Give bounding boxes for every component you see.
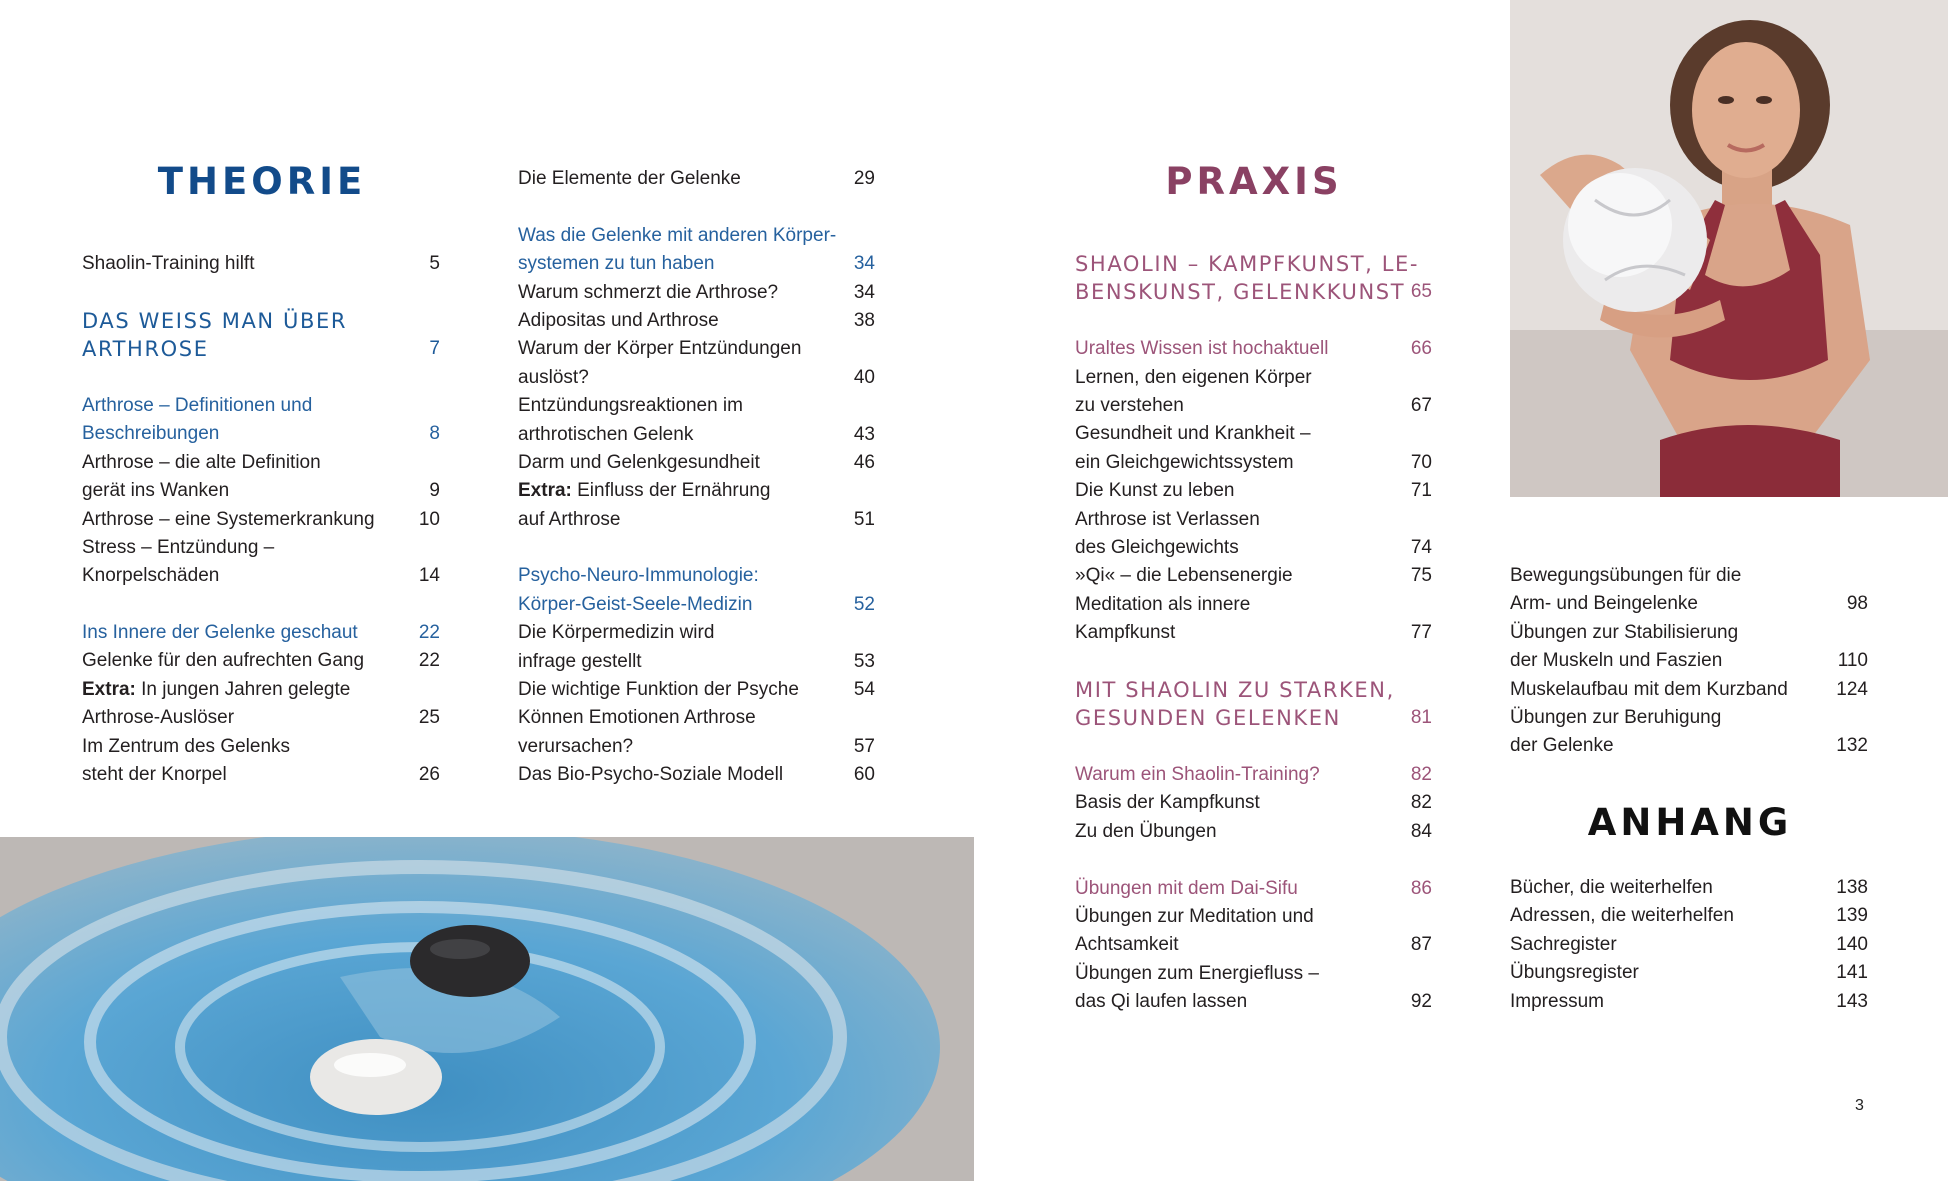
toc-entry-title: MIT SHAOLIN ZU STARKEN, [1075, 677, 1395, 702]
toc-entry-title: Die Elemente der Gelenke [518, 168, 741, 189]
toc-entry-bold-prefix: Extra: [82, 678, 136, 700]
toc-page-number: 77 [1410, 622, 1432, 644]
toc-entry[interactable] [1075, 789, 1432, 817]
toc-entry-title: systemen zu tun haben [518, 253, 715, 275]
toc-entry-title: Adressen, die weiterhelfen [1510, 905, 1734, 927]
toc-entry-title: Zu den Übungen [1075, 820, 1217, 842]
toc-spacer [518, 534, 875, 562]
toc-entry-title: ein Gleichgewichtssystem [1075, 451, 1294, 473]
toc-entry[interactable] [518, 364, 875, 392]
toc-page-number: 92 [1410, 991, 1432, 1013]
toc-entry[interactable] [82, 534, 440, 562]
toc-entry-title: Ins Innere der Gelenke geschaut [82, 622, 358, 644]
toc-section-title[interactable] [82, 335, 440, 363]
toc-entry[interactable] [518, 279, 875, 307]
toc-entry-title: des Gleichgewichts [1075, 536, 1239, 558]
toc-entry[interactable] [1075, 818, 1432, 846]
toc-entry-title: Die Körpermedizin wird [518, 622, 715, 644]
praxis-column-1 [1075, 250, 1432, 1017]
toc-entry-title: Shaolin-Training hilft [82, 253, 255, 274]
toc-entry[interactable] [1075, 619, 1432, 647]
toc-page-number: 124 [1836, 678, 1868, 700]
toc-entry-title: Psycho-Neuro-Immunologie: [518, 565, 759, 587]
toc-page-number: 53 [853, 650, 875, 672]
toc-entry[interactable] [518, 477, 875, 505]
toc-page-number: 25 [418, 707, 440, 729]
toc-entry[interactable] [82, 562, 440, 590]
toc-entry[interactable] [1510, 988, 1868, 1016]
toc-entry-title: Adipositas und Arthrose [518, 309, 719, 331]
toc-entry-title: das Qi laufen lassen [1075, 991, 1248, 1013]
toc-page-number: 70 [1410, 451, 1432, 473]
toc-entry-title: GESUNDEN GELENKEN [1075, 706, 1341, 731]
toc-page-number: 65 [1410, 281, 1432, 303]
toc-entry-title: Arthrose – die alte Definition [82, 451, 321, 473]
toc-entry-title: Körper-Geist-Seele-Medizin [518, 593, 753, 615]
toc-entry[interactable] [82, 733, 440, 761]
toc-entry-title: Können Emotionen Arthrose [518, 707, 756, 729]
toc-entry[interactable] [518, 307, 875, 335]
toc-entry[interactable] [82, 704, 440, 732]
toc-page-number: 132 [1836, 735, 1868, 757]
toc-page-number: 66 [1410, 338, 1432, 360]
toc-spacer [1075, 733, 1432, 761]
toc-entry-title: »Qi« – die Lebensenergie [1075, 565, 1293, 587]
toc-spacer [1075, 647, 1432, 675]
toc-entry[interactable] [1075, 903, 1432, 931]
page-number: 3 [1855, 1097, 1864, 1114]
toc-entry[interactable] [518, 761, 875, 789]
toc-entry-title: der Muskeln und Faszien [1510, 650, 1723, 672]
toc-entry[interactable] [82, 647, 440, 675]
toc-section-title[interactable] [1075, 704, 1432, 732]
toc-entry[interactable] [82, 506, 440, 534]
woman-with-ball-photo [1510, 0, 1948, 497]
toc-entry-title: Arthrose-Auslöser [82, 707, 235, 729]
toc-entry[interactable] [82, 449, 440, 477]
toc-page-number: 140 [1836, 933, 1868, 955]
toc-entry-title: Arthrose – eine Systemerkrankung [82, 508, 375, 530]
toc-section-title[interactable] [1075, 250, 1432, 278]
toc-page-number: 81 [1410, 707, 1432, 729]
toc-entry-title: Übungen zur Meditation und [1075, 905, 1314, 927]
toc-entry-title: gerät ins Wanken [82, 480, 230, 502]
toc-entry[interactable] [1510, 704, 1868, 732]
toc-page-number: 84 [1410, 820, 1432, 842]
toc-chapter-entry[interactable] [518, 591, 875, 619]
toc-entry-bold-prefix: Extra: [518, 480, 572, 502]
toc-entry[interactable] [1510, 732, 1868, 760]
toc-entry-title [82, 676, 350, 704]
toc-page-number: 54 [853, 679, 875, 701]
toc-entry-title: Beschreibungen [82, 423, 220, 445]
toc-entry[interactable] [1075, 392, 1432, 420]
toc-entry-title: auslöst? [518, 366, 589, 388]
theorie-column-1 [82, 250, 440, 789]
toc-entry-title: ARTHROSE [82, 337, 209, 362]
toc-chapter-entry[interactable] [518, 250, 875, 278]
toc-entry-title: der Gelenke [1510, 735, 1614, 757]
toc-page-number: 26 [418, 764, 440, 786]
toc-page-number: 138 [1836, 877, 1868, 898]
toc-page-number: 22 [418, 622, 440, 644]
toc-page-number: 110 [1837, 650, 1868, 672]
praxis-heading: PRAXIS [1165, 160, 1343, 203]
toc-page-number: 87 [1410, 934, 1432, 956]
toc-page-number: 98 [1846, 593, 1868, 615]
toc-page-number: 71 [1410, 480, 1432, 502]
toc-entry[interactable] [1510, 676, 1868, 704]
toc-section-title[interactable] [1075, 278, 1432, 306]
toc-chapter-entry[interactable] [1075, 761, 1432, 789]
toc-page-number: 34 [853, 281, 875, 303]
toc-spacer [82, 278, 440, 306]
toc-entry[interactable] [518, 392, 875, 420]
toc-entry[interactable] [82, 477, 440, 505]
toc-entry-title: Lernen, den eigenen Körper [1075, 366, 1312, 388]
toc-entry[interactable] [518, 421, 875, 449]
toc-entry-title: verursachen? [518, 735, 634, 757]
toc-entry-title: Die wichtige Funktion der Psyche [518, 679, 799, 701]
toc-page-number: 14 [418, 565, 440, 587]
toc-spacer [1075, 846, 1432, 874]
toc-page-number: 51 [853, 508, 875, 530]
toc-entry-title: Darm und Gelenkgesundheit [518, 451, 760, 473]
toc-page-number: 29 [853, 168, 875, 189]
toc-entry-title: infrage gestellt [518, 650, 642, 672]
toc-entry-title: Warum schmerzt die Arthrose? [518, 281, 779, 303]
toc-entry-title: Entzündungsreaktionen im [518, 395, 743, 417]
toc-chapter-entry[interactable] [82, 392, 440, 420]
toc-entry-title: Stress – Entzündung – [82, 536, 275, 558]
toc-entry-title: Übungsregister [1510, 962, 1639, 984]
toc-page-number: 5 [429, 253, 440, 274]
toc-entry-title: Übungen mit dem Dai-Sifu [1075, 877, 1298, 899]
toc-page-number: 74 [1410, 536, 1432, 558]
toc-entry-title: Das Bio-Psycho-Soziale Modell [518, 764, 784, 786]
toc-entry[interactable] [518, 506, 875, 534]
toc-entry-title: auf Arthrose [518, 508, 621, 530]
toc-entry[interactable] [82, 676, 440, 704]
toc-page-number: 60 [853, 764, 875, 786]
toc-page-number: 43 [853, 423, 875, 445]
toc-chapter-entry[interactable] [1075, 335, 1432, 363]
toc-entry-title: Bücher, die weiterhelfen [1510, 877, 1713, 898]
toc-chapter-entry[interactable] [82, 619, 440, 647]
toc-entry[interactable] [518, 704, 875, 732]
toc-entry-title: Im Zentrum des Gelenks [82, 735, 291, 757]
toc-entry-title: Arm- und Beingelenke [1510, 593, 1698, 615]
toc-page-number: 10 [418, 508, 440, 530]
toc-page-number: 46 [853, 451, 875, 473]
toc-entry-title: Impressum [1510, 990, 1604, 1012]
toc-page-number: 8 [429, 423, 440, 445]
toc-entry-title: Muskelaufbau mit dem Kurzband [1510, 678, 1788, 700]
toc-entry[interactable] [1075, 591, 1432, 619]
toc-entry-title: Übungen zum Energiefluss – [1075, 962, 1319, 984]
toc-entry-text: Einfluss der Ernährung [571, 480, 771, 502]
toc-entry[interactable] [518, 335, 875, 363]
toc-entry[interactable] [1075, 364, 1432, 392]
toc-entry-text: In jungen Jahren gelegte [135, 678, 351, 700]
toc-page-number: 75 [1410, 565, 1432, 587]
toc-entry[interactable] [1510, 874, 1868, 902]
anhang-heading: ANHANG [1587, 801, 1793, 844]
toc-entry-title: SHAOLIN – KAMPFKUNST, LE- [1075, 252, 1420, 276]
toc-entry-title: steht der Knorpel [82, 764, 227, 786]
toc-page-number: 40 [853, 366, 875, 388]
theorie-column-2 [518, 165, 875, 790]
toc-chapter-entry[interactable] [518, 562, 875, 590]
toc-page-number: 38 [853, 309, 875, 331]
toc-entry-title: Achtsamkeit [1075, 934, 1179, 956]
toc-chapter-entry[interactable] [82, 420, 440, 448]
toc-chapter-entry[interactable] [518, 222, 875, 250]
toc-entry[interactable] [82, 761, 440, 789]
toc-entry[interactable] [1510, 931, 1868, 959]
toc-entry[interactable] [1075, 420, 1432, 448]
toc-page-number: 52 [853, 593, 875, 615]
toc-entry-title: Knorpelschäden [82, 565, 220, 587]
toc-entry[interactable] [1510, 959, 1868, 987]
toc-page-number: 139 [1836, 905, 1868, 927]
toc-section-title[interactable] [82, 307, 440, 335]
toc-page-number: 22 [418, 650, 440, 672]
theorie-heading: THEORIE [157, 160, 367, 203]
toc-entry-title: DAS WEISS MAN ÜBER [82, 308, 348, 333]
toc-entry-title: Arthrose ist Verlassen [1075, 508, 1260, 530]
toc-entry[interactable] [1510, 902, 1868, 930]
toc-entry[interactable] [1075, 562, 1432, 590]
toc-spacer [1075, 307, 1432, 335]
toc-entry-title: arthrotischen Gelenk [518, 423, 694, 445]
toc-page-number: 82 [1410, 792, 1432, 814]
toc-page-number: 67 [1410, 394, 1432, 416]
toc-spacer [82, 364, 440, 392]
toc-spacer [518, 193, 875, 221]
toc-entry[interactable] [518, 619, 875, 647]
zen-sand-stones-photo [0, 837, 974, 1181]
toc-entry-title: Gesundheit und Krankheit – [1075, 423, 1311, 445]
toc-page-number: 7 [429, 338, 440, 360]
toc-page-number: 57 [853, 735, 875, 757]
toc-entry[interactable] [1510, 562, 1868, 590]
toc-page-number: 141 [1836, 962, 1868, 984]
toc-entry[interactable] [1075, 449, 1432, 477]
toc-entry[interactable] [1075, 960, 1432, 988]
toc-entry-title: zu verstehen [1075, 394, 1184, 416]
toc-entry[interactable] [82, 250, 440, 278]
toc-page-number: 86 [1410, 877, 1432, 899]
toc-entry-title: BENSKUNST, GELENKKUNST [1075, 280, 1406, 305]
toc-entry-title: Sachregister [1510, 933, 1617, 955]
toc-entry-title: Meditation als innere [1075, 593, 1251, 615]
toc-entry[interactable] [1075, 506, 1432, 534]
toc-entry-title: Übungen zur Stabilisierung [1510, 621, 1739, 643]
toc-entry-title: Was die Gelenke mit anderen Körper- [518, 224, 837, 246]
toc-entry-title: Arthrose – Definitionen und [82, 394, 313, 416]
toc-chapter-entry[interactable] [1075, 875, 1432, 903]
toc-entry-title: Warum der Körper Entzündungen [518, 338, 802, 360]
toc-entry[interactable] [1075, 477, 1432, 505]
toc-entry[interactable] [1075, 988, 1432, 1016]
toc-entry-title: Uraltes Wissen ist hochaktuell [1075, 338, 1329, 360]
toc-page-number: 82 [1410, 764, 1432, 786]
toc-page-number: 9 [429, 480, 440, 502]
toc-entry[interactable] [1510, 619, 1868, 647]
toc-page-number: 34 [853, 253, 875, 275]
toc-entry[interactable] [1075, 931, 1432, 959]
toc-entry[interactable] [518, 449, 875, 477]
toc-entry-title: Basis der Kampfkunst [1075, 792, 1260, 814]
toc-entry[interactable] [1510, 590, 1868, 618]
toc-entry-title: Kampfkunst [1075, 622, 1176, 644]
toc-section-title[interactable] [1075, 676, 1432, 704]
toc-page-number: 143 [1836, 990, 1868, 1012]
anhang-column [1510, 874, 1868, 1016]
praxis-column-2 [1510, 562, 1868, 761]
toc-spacer [82, 591, 440, 619]
toc-entry-title: Die Kunst zu leben [1075, 480, 1235, 502]
toc-entry-title: Warum ein Shaolin-Training? [1075, 764, 1320, 786]
toc-entry-title: Bewegungsübungen für die [1510, 565, 1742, 586]
toc-entry-title: Gelenke für den aufrechten Gang [82, 650, 365, 672]
toc-entry[interactable] [518, 648, 875, 676]
toc-entry[interactable] [1075, 534, 1432, 562]
toc-entry[interactable] [1510, 647, 1868, 675]
toc-entry[interactable] [518, 165, 875, 193]
toc-entry-title [518, 477, 770, 505]
toc-entry[interactable] [518, 733, 875, 761]
toc-entry[interactable] [518, 676, 875, 704]
toc-entry-title: Übungen zur Beruhigung [1510, 706, 1722, 728]
